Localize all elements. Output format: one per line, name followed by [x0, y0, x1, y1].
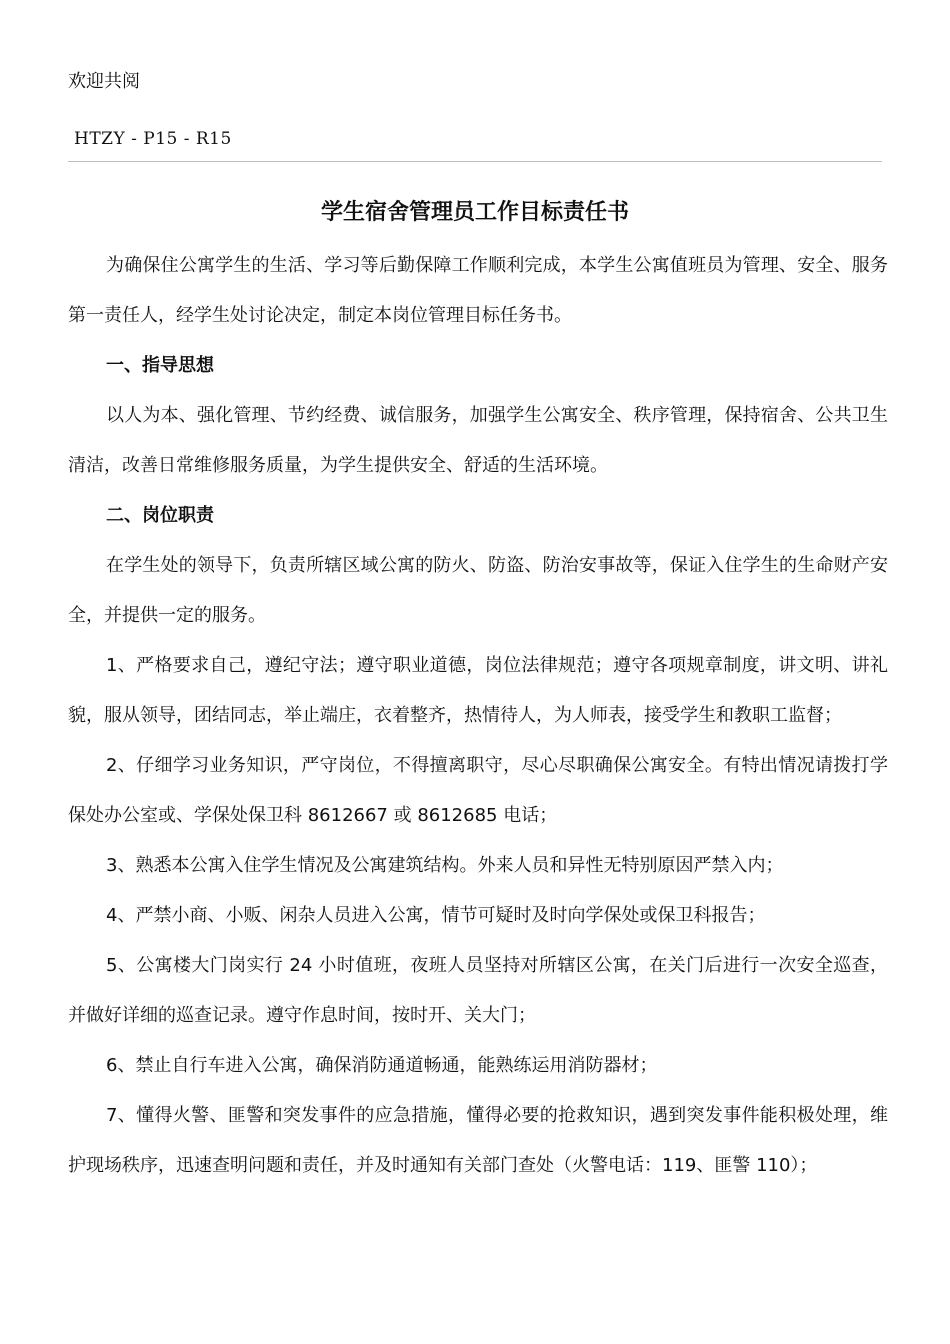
duty-item-5: 5、公寓楼大门岗实行 24 小时值班，夜班人员坚持对所辖区公寓，在关门后进行一次安全巡查，并做好详细的巡查记录。遵守作息时间，按时开、关大门； — [68, 955, 888, 1026]
duty-item-1: 1、严格要求自己，遵纪守法；遵守职业道德，岗位法律规范；遵守各项规章制度，讲文明、讲礼貌，服从领导，团结同志，举止端庄，衣着整齐，热情待人，为人师表，接受学生和教职工监督； — [68, 655, 888, 726]
intro-paragraph: 为确保住公寓学生的生活、学习等后勤保障工作顺利完成，本学生公寓值班员为管理、安全、服务第一责任人，经学生处讨论决定，制定本岗位管理目标任务书。 — [68, 255, 888, 326]
duty-item-2: 2、仔细学习业务知识，严守岗位，不得擅离职守，尽心尽职确保公寓安全。有特出情况请拨打学保处办公室或、学保处保卫科 8612667 或 8612685 电话； — [68, 755, 888, 826]
document-code: HTZY - P15 - R15 — [74, 129, 232, 149]
section-heading-guiding-principle: 一、指导思想 — [106, 355, 214, 376]
header-note: 欢迎共阅 — [68, 71, 140, 92]
section-heading-job-duties: 二、岗位职责 — [106, 505, 214, 526]
guiding-principle-paragraph: 以人为本、强化管理、节约经费、诚信服务，加强学生公寓安全、秩序管理，保持宿舍、公共卫生清洁，改善日常维修服务质量，为学生提供安全、舒适的生活环境。 — [68, 405, 888, 476]
duty-item-6: 6、禁止自行车进入公寓，确保消防通道畅通，能熟练运用消防器材； — [106, 1055, 658, 1076]
duty-item-3: 3、熟悉本公寓入住学生情况及公寓建筑结构。外来人员和异性无特别原因严禁入内； — [106, 855, 784, 876]
document-body — [68, 241, 888, 1191]
duty-item-7: 7、懂得火警、匪警和突发事件的应急措施，懂得必要的抢救知识，遇到突发事件能积极处理，维护现场秩序，迅速查明问题和责任，并及时通知有关部门查处（火警电话：119、匪警 110）； — [68, 1105, 888, 1176]
job-duties-intro-paragraph: 在学生处的领导下，负责所辖区域公寓的防火、防盗、防治安事故等，保证入住学生的生命财产安全，并提供一定的服务。 — [68, 555, 888, 626]
document-title: 学生宿舍管理员工作目标责任书 — [320, 200, 629, 225]
header-divider — [68, 161, 882, 162]
duty-item-4: 4、严禁小商、小贩、闲杂人员进入公寓，情节可疑时及时向学保处或保卫科报告； — [106, 905, 766, 926]
